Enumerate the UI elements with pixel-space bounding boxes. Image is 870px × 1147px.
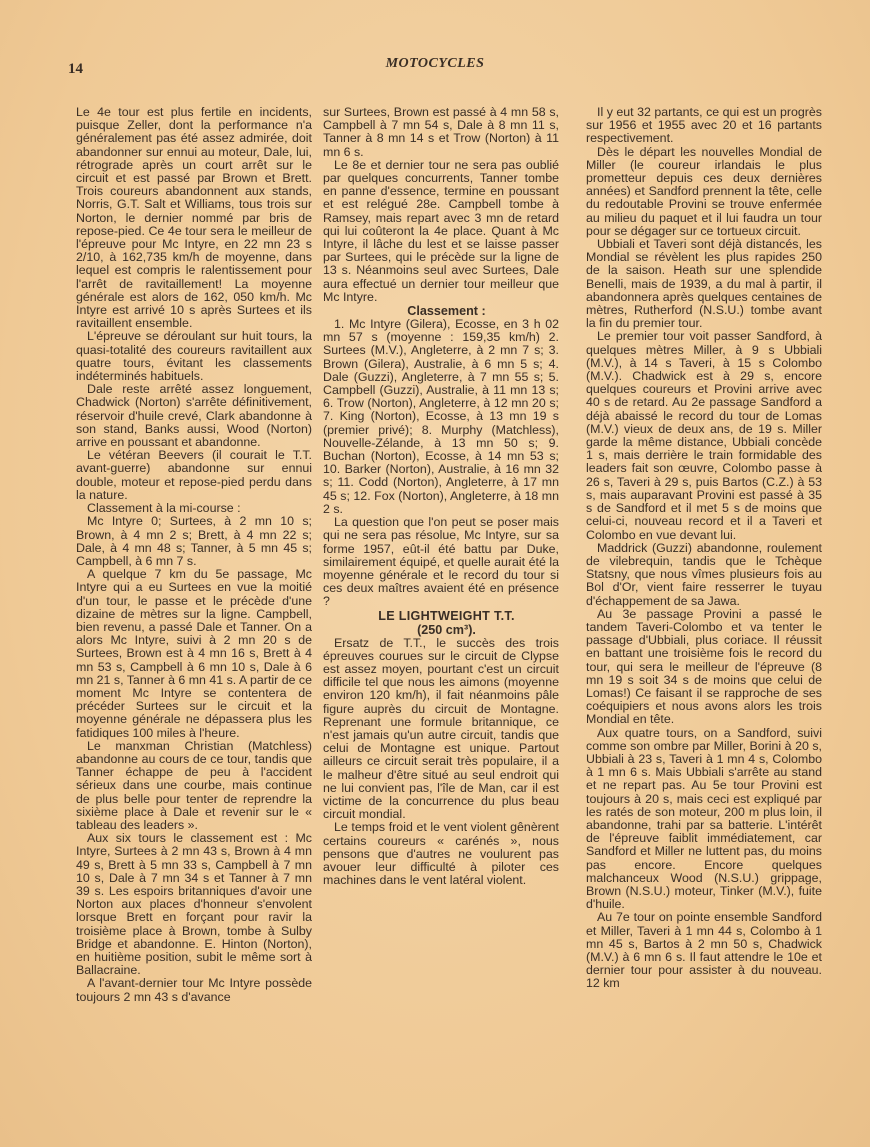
- paragraph: L'épreuve se déroulant sur huit tours, la quasi-totalité des coureurs ravitaillent aux quatre tours, évitant les classements indéterminés habituels.: [76, 329, 312, 384]
- paragraph: A l'avant-dernier tour Mc Intyre possède toujours 2 mn 43 s d'avance: [76, 976, 312, 1004]
- page-number: 14: [68, 61, 83, 77]
- paragraph: Aux quatre tours, on a Sandford, suivi comme son ombre par Miller, Borini à 20 s, Ubbiali à 23 s, Taveri à 1 mn 4 s, Colombo à 1 mn 6 s. Mais Ubbiali s'arrête au stand et ne repart pas. Au 5e tour Provini est toujours à 20 s, mais ceci est expliqué par les ratés de son moteur, 200 m plus loin, il abandonne, trahi par sa batterie. L'intérêt de l'épreuve faiblit immédiatement, car Sandford et Miller ne luttent pas, du moins pas encore. Encore quelques malchanceux Wood (N.S.U.) grippage, Brown (N.S.U.) moteur, Tinker (M.V.), fuite d'huile.: [586, 725, 822, 912]
- column-3: [586, 106, 822, 1121]
- column-1: [76, 106, 312, 1121]
- paragraph: Il y eut 32 partants, ce qui est un progrès sur 1956 et 1955 avec 20 et 16 partants respectivement.: [586, 106, 822, 146]
- paragraph: Le manxman Christian (Matchless) abandonne au cours de ce tour, tandis que Tanner échappe de peu à l'accident sérieux dans une courbe, mais continue de plus belle pour tenter de reprendre la sixième place à Dale et revenir sur le « tableau des leaders ».: [76, 738, 312, 832]
- column-2: [323, 106, 559, 1121]
- paragraph: Au 3e passage Provini a passé le tandem Taveri-Colombo et va tenter le passage d'Ubbiali, plus coriace. Il réussit en battant une troisième fois le record du tour, qui sera le meilleur de l'épreuve (8 mn 19 s soit 34 s de moins que celui de Lomas!) Ce faisant il se rapproche de ses coéquipiers et nous avons alors les trois Mondial en tête.: [586, 606, 822, 727]
- paragraph: Le 4e tour est plus fertile en incidents, puisque Zeller, dont la performance n'a généralement pas été assez admirée, doit abandonner sur ennui au moteur, Dale, lui, rétrograde après un court arrêt sur le circuit et est passé par Brown et Brett. Trois coureurs abandonnent aux stands, Norris, G.T. Salt et Williams, tous trois sur Norton, le dernier nommé par bris de repose-pied. Ce 4e tour sera le meilleur de l'épreuve pour Mc Intyre, en 22 mn 23 s 2/10, à 162,735 km/h de moyenne, dans lequel est compris le ralentissement pour l'arrêt de ravitaillement! La moyenne générale est alors de 162, 050 km/h. Mc Intyre est arrivé 10 s après Surtees et ils ravitaillent ensemble.: [76, 106, 312, 331]
- paragraph: Le temps froid et le vent violent gênèrent certains coureurs « carénés », nous pensons que d'autres ne voulurent pas avouer leur difficulté à piloter ces machines dans le vent latéral violent.: [323, 820, 559, 888]
- paragraph: La question que l'on peut se poser mais qui ne sera pas résolue, Mc Intyre, sur sa forme 1957, eût-il été battu par Duke, similairement équipé, et quelle aurait été la moyenne générale et le record du tour si ces deux maîtres avaient été en présence ?: [323, 515, 559, 609]
- running-title: MOTOCYCLES: [385, 56, 485, 71]
- paragraph: sur Surtees, Brown est passé à 4 mn 58 s, Campbell à 7 mn 54 s, Dale à 8 mn 11 s, Tanner à 8 mn 14 s et Trow (Norton) à 11 mn 6 s.: [323, 106, 559, 159]
- paragraph: Dès le départ les nouvelles Mondial de Miller (le coureur irlandais le plus prometteur depuis ces deux dernières années) et Sandford prennent la tête, celle du redoutable Provini se trouve enfermée au milieu du paquet et il lui faudra un tour pour se dégager sur ce tortueux circuit.: [586, 144, 822, 238]
- paragraph: A quelque 7 km du 5e passage, Mc Intyre qui a eu Surtees en vue la moitié d'un tour, le passe et le précède d'une dizaine de mètres sur la ligne. Campbell, bien revenu, a passé Dale et Tanner. On a alors Mc Intyre, suivi à 2 mn 20 s de Surtees, Brown est à 4 mn 16 s, Brett à 4 mn 53 s, Campbell à 6 mn 10 s, Dale à 6 mn 21 s, Tanner à 6 mn 41 s. A partir de ce moment Mc Intyre se contentera de précéder Surtees sur le circuit et la moyenne générale ne dépassera plus les fatidiques 100 miles à l'heure.: [76, 567, 312, 740]
- paragraph: Maddrick (Guzzi) abandonne, roulement de vilebrequin, tandis que le Tchèque Statsny, que nous vîmes plusieurs fois au Bol d'Or, vient faire resserrer le tuyau d'échappement de sa Jawa.: [586, 540, 822, 608]
- paragraph: Ubbiali et Taveri sont déjà distancés, les Mondial se révèlent les plus rapides 250 de la saison. Heath sur une splendide Benelli, mais de 1939, a du mal à partir, il abandonnera après quelques centaines de mètres, Rutherford (N.S.U.) tombe avant la fin du premier tour.: [586, 237, 822, 331]
- lightweight-subheading: (250 cm³).: [417, 622, 476, 637]
- paragraph: Au 7e tour on pointe ensemble Sandford et Miller, Taveri à 1 mn 44 s, Colombo à 1 mn 45 s, Bartos à 2 mn 50 s, Chadwick (M.V.) à 6 mn 6 s. Il faut attendre le 10e et dernier tour pour assister à du nouveau. 12 km: [586, 910, 822, 991]
- results-list: 1. Mc Intyre (Gilera), Ecosse, en 3 h 02 mn 57 s (moyenne : 159,35 km/h) 2. Surtees (M.V.), Angleterre, à 2 mn 7 s; 3. Brown (Gilera), Australie, à 6 mn 5 s; 4. Dale (Guzzi), Angleterre, à 7 mn 55 s; 5. Campbell (Guzzi), Australie, à 11 mn 13 s; 6. Trow (Norton), Angleterre, à 12 mn 20 s; 7. King (Norton), Ecosse, à 13 mn 19 s (premier privé); 8. Murphy (Matchless), Nouvelle-Zélande, à 13 mn 50 s; 9. Buchan (Norton), Ecosse, à 14 mn 53 s; 10. Barker (Norton), Australie, à 16 mn 32 s; 11. Codd (Norton), Angleterre, à 17 mn 45 s; 12. Fox (Norton), Angleterre, à 18 mn 2 s.: [323, 317, 559, 516]
- classement-heading: Classement :: [407, 304, 486, 319]
- paragraph: Dale reste arrêté assez longuement, Chadwick (Norton) s'arrête définitivement, réservoir d'huile crevé, Clark abandonne à son stand, Banks aussi, Wood (Norton) arrive en poussant et abandonne.: [76, 382, 312, 450]
- paragraph: Aux six tours le classement est : Mc Intyre, Surtees à 2 mn 43 s, Brown à 4 mn 49 s, Brett à 5 mn 33 s, Campbell à 7 mn 10 s, Dale à 7 mn 34 s et Tanner à 7 mn 39 s. Les espoirs britanniques d'avoir une Norton aux places d'honneur s'envolent lorsque Brett en forçant pour ravir la troisième place à Brown, tombe à Sulby Bridge et abandonne. E. Hinton (Norton), en huitième position, subit le même sort à Ballacraine.: [76, 831, 312, 978]
- paragraph: Le vétéran Beevers (il courait le T.T. avant-guerre) abandonne sur ennui double, moteur et repose-pied perdu dans la nature.: [76, 448, 312, 502]
- paragraph: Classement à la mi-course :: [87, 501, 241, 516]
- lightweight-heading: LE LIGHTWEIGHT T.T.: [378, 608, 515, 623]
- paragraph: Le 8e et dernier tour ne sera pas oublié par quelques concurrents, Tanner tombe en panne d'essence, termine en poussant et est relégué 28e. Campbell tombe à Ramsey, mais repart avec 3 mn de retard qui lui coûteront la 4e place. Quant à Mc Intyre, il lâche du lest et se laisse passer par Surtees, qui le précède sur la ligne de 13 s. Néanmoins seul avec Surtees, Dale aura effectué un dernier tour meilleur que Mc Intyre.: [323, 157, 559, 304]
- paragraph: Le premier tour voit passer Sandford, à quelques mètres Miller, à 9 s Ubbiali (M.V.), à 14 s Taveri, à 15 s Colombo (M.V.). Chadwick est à 29 s, encore quelques coureurs et Provini arrive avec 40 s de retard. Au 2e passage Sandford a déjà abaissé le record du tour de Lomas (M.V.) vieux de deux ans, de 19 s. Miller garde la même distance, Ubbiali concède 1 s, mais derrière le train formidable des leaders fait son œuvre, Colombo passe à 26 s, Taveri à 29 s, puis Bartos (C.Z.) à 53 s, mais auparavant Provini est passé à 35 s de Sandford et il met 5 s de moins que celui-ci, nouveau record et il a Taveri et Colombo en vue devant lui.: [586, 329, 822, 542]
- paragraph: Ersatz de T.T., le succès des trois épreuves courues sur le circuit de Clypse est assez moyen, pourtant c'est un circuit difficile tel que nous les aimons (moyenne environ 120 km/h), il fait néanmoins pâle figure auprès du circuit de Montagne. Reprenant une formule britannique, ce n'est jamais qu'un autre circuit, tandis que celui de Montagne est unique. Partout ailleurs ce circuit serait très populaire, il a le malheur d'être situé au seul endroit qui ne lui convient pas, l'île de Man, car il est victime de la concurrence du plus beau circuit mondial.: [323, 635, 559, 822]
- paragraph: Mc Intyre 0; Surtees, à 2 mn 10 s; Brown, à 4 mn 2 s; Brett, à 4 mn 22 s; Dale, à 4 mn 48 s; Tanner, à 5 mn 45 s; Campbell, à 6 mn 7 s.: [76, 514, 312, 568]
